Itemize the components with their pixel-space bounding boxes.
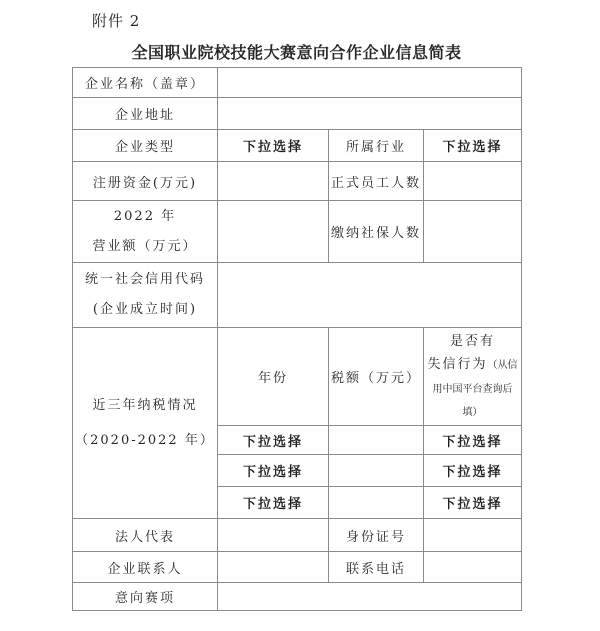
table-row	[73, 328, 522, 426]
input-tax-amount-2[interactable]	[329, 455, 424, 487]
tax-year-label: 年份	[218, 328, 329, 426]
tax-amount-label: 税额（万元）	[329, 328, 424, 426]
company-address-label: 企业地址	[73, 98, 218, 130]
dropdown-tax-year-1[interactable]: 下拉选择	[218, 426, 329, 455]
table-row	[73, 98, 522, 130]
input-tax-amount-3[interactable]	[329, 487, 424, 519]
dropdown-tax-year-2[interactable]: 下拉选择	[218, 455, 329, 487]
input-tax-amount-1[interactable]	[329, 426, 424, 455]
table-row	[73, 130, 522, 162]
input-annual-revenue[interactable]	[218, 201, 329, 263]
enterprise-info-form-table	[72, 67, 522, 611]
industry-label: 所属行业	[329, 130, 424, 162]
company-name-label: 企业名称（盖章）	[73, 68, 218, 98]
input-legal-representative[interactable]	[218, 519, 329, 552]
table-row	[73, 68, 522, 98]
table-row	[73, 519, 522, 552]
input-social-insurance[interactable]	[424, 201, 522, 263]
company-type-label: 企业类型	[73, 130, 218, 162]
input-credit-code[interactable]	[218, 263, 522, 328]
dishonesty-label-line1: 是否有	[450, 333, 496, 349]
credit-code-label-line2: (企业成立时间)	[92, 302, 198, 317]
annual-revenue-label	[73, 201, 218, 263]
id-number-label: 身份证号	[329, 519, 424, 552]
input-company-address[interactable]	[218, 98, 522, 130]
attachment-label: 附件 2	[92, 12, 141, 30]
dropdown-industry[interactable]: 下拉选择	[424, 130, 522, 162]
contact-phone-label: 联系电话	[329, 552, 424, 583]
tax-record-label	[73, 328, 218, 519]
input-regular-employees[interactable]	[424, 162, 522, 201]
annual-revenue-label-line2: 营业额（万元）	[92, 238, 198, 254]
regular-employees-label: 正式员工人数	[329, 162, 424, 201]
dishonesty-label	[424, 328, 522, 426]
intended-event-label: 意向赛项	[73, 583, 218, 611]
dropdown-company-type[interactable]: 下拉选择	[218, 130, 329, 162]
dropdown-dishonesty-2[interactable]: 下拉选择	[424, 455, 522, 487]
dropdown-tax-year-3[interactable]: 下拉选择	[218, 487, 329, 519]
credit-code-label-line1: 统一社会信用代码	[84, 272, 205, 288]
page-title: 全国职业院校技能大赛意向合作企业信息简表	[131, 43, 462, 62]
table-row	[73, 201, 522, 263]
input-registered-capital[interactable]	[218, 162, 329, 201]
dishonesty-note: （从信用中国平台查询后填）	[432, 360, 518, 418]
registered-capital-label: 注册资金(万元)	[73, 162, 218, 201]
input-company-name[interactable]	[218, 68, 522, 98]
credit-code-label	[73, 263, 218, 328]
annual-revenue-label-line1: 2022 年	[113, 208, 177, 224]
tax-record-label-line2: （2020-2022 年）	[75, 433, 215, 448]
table-row	[73, 552, 522, 583]
dropdown-dishonesty-1[interactable]: 下拉选择	[424, 426, 522, 455]
input-id-number[interactable]	[424, 519, 522, 552]
input-intended-event[interactable]	[218, 583, 522, 611]
table-row	[73, 263, 522, 328]
table-row	[73, 583, 522, 611]
input-contact-phone[interactable]	[424, 552, 522, 583]
dishonesty-label-line2: 失信行为	[427, 357, 488, 373]
table-row	[73, 162, 522, 201]
company-contact-label: 企业联系人	[73, 552, 218, 583]
social-insurance-label: 缴纳社保人数	[329, 201, 424, 263]
legal-representative-label: 法人代表	[73, 519, 218, 552]
tax-record-label-line1: 近三年纳税情况	[92, 397, 198, 413]
dropdown-dishonesty-3[interactable]: 下拉选择	[424, 487, 522, 519]
input-company-contact[interactable]	[218, 552, 329, 583]
